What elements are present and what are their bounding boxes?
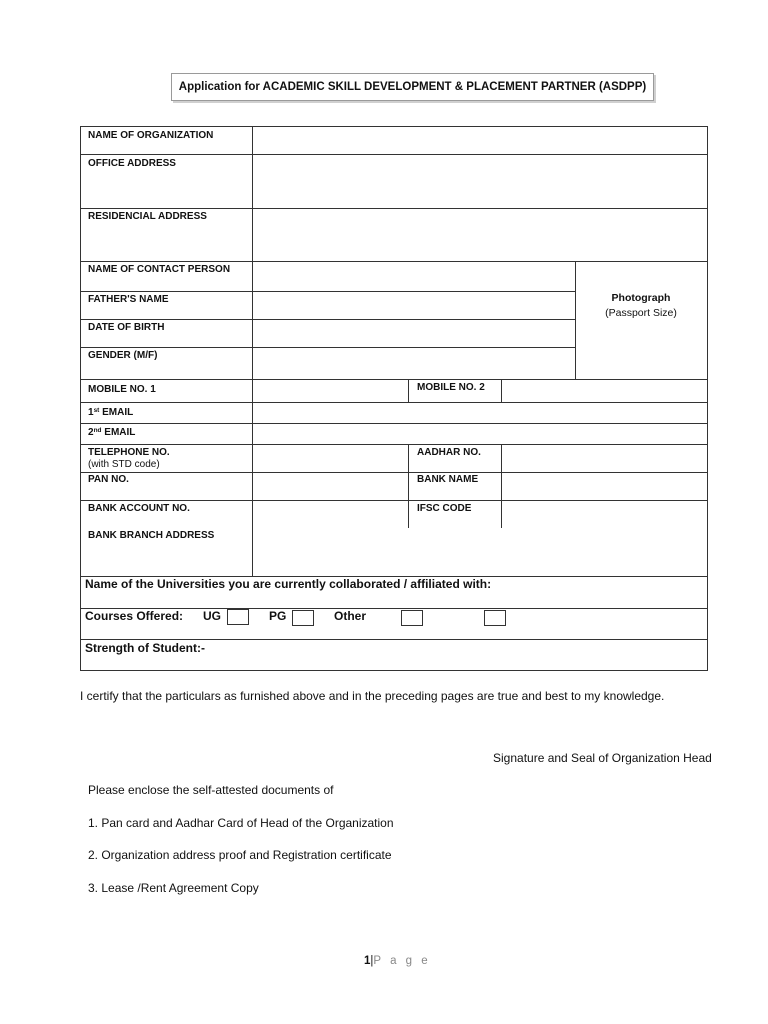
column-divider <box>408 444 409 528</box>
label-ifsc: IFSC CODE <box>417 503 472 514</box>
label-universities: Name of the Universities you are currently collaborated / affiliated with: <box>85 577 492 591</box>
column-divider <box>408 379 409 402</box>
label-strength: Strength of Student:- <box>85 641 205 655</box>
page-number: 1|P a g e <box>364 955 431 967</box>
label-bank-name: BANK NAME <box>417 474 479 485</box>
photo-title: Photograph <box>611 292 671 304</box>
other-checkbox[interactable] <box>401 610 423 626</box>
pg-checkbox[interactable] <box>292 610 314 626</box>
row-divider <box>81 402 707 403</box>
row-divider <box>81 347 575 348</box>
label-mobile1: MOBILE NO. 1 <box>88 384 156 395</box>
row-divider <box>81 423 707 424</box>
certify-statement: I certify that the particulars as furnished above and in the preceding pages are true and best to my knowledge. <box>80 689 665 703</box>
row-divider <box>81 261 707 262</box>
label-residential-address: RESIDENCIAL ADDRESS <box>88 211 207 222</box>
label-bank-branch: BANK BRANCH ADDRESS <box>88 530 215 541</box>
row-divider <box>81 379 707 380</box>
label-courses: Courses Offered: <box>85 609 184 623</box>
row-divider <box>81 639 707 640</box>
label-pan: PAN NO. <box>88 474 129 485</box>
enclose-item: 1. Pan card and Aadhar Card of Head of the Organization <box>88 816 394 830</box>
row-divider <box>81 319 575 320</box>
label-aadhar: AADHAR NO. <box>417 447 481 458</box>
label-ug: UG <box>203 609 221 623</box>
row-divider <box>81 500 707 501</box>
label-telephone-sub: (with STD code) <box>88 459 160 470</box>
extra-checkbox[interactable] <box>484 610 506 626</box>
signature-label: Signature and Seal of Organization Head <box>493 751 712 765</box>
row-divider <box>81 208 707 209</box>
enclose-intro: Please enclose the self-attested documents of <box>88 783 334 797</box>
label-contact-person: NAME OF CONTACT PERSON <box>88 264 231 275</box>
label-dob: DATE OF BIRTH <box>88 322 165 333</box>
column-divider <box>252 127 253 576</box>
form-title: Application for ACADEMIC SKILL DEVELOPMENT & PLACEMENT PARTNER (ASDPP) <box>171 73 654 101</box>
label-telephone: TELEPHONE NO. <box>88 447 170 458</box>
row-divider <box>81 472 707 473</box>
label-gender: GENDER (M/F) <box>88 350 158 361</box>
enclose-item: 3. Lease /Rent Agreement Copy <box>88 881 259 895</box>
column-divider <box>575 261 576 379</box>
column-divider <box>501 444 502 528</box>
ug-checkbox[interactable] <box>227 609 249 625</box>
label-fathers-name: FATHER'S NAME <box>88 294 169 305</box>
photo-subtitle: (Passport Size) <box>605 307 677 319</box>
application-form-table <box>80 126 708 671</box>
label-pg: PG <box>269 609 287 623</box>
column-divider <box>501 379 502 402</box>
enclose-item: 2. Organization address proof and Registration certificate <box>88 848 392 862</box>
label-org-name: NAME OF ORGANIZATION <box>88 130 214 141</box>
label-bank-account: BANK ACCOUNT NO. <box>88 503 190 514</box>
label-email2: 2nd EMAIL <box>88 427 136 438</box>
row-divider <box>81 291 575 292</box>
label-mobile2: MOBILE NO. 2 <box>417 382 485 393</box>
label-office-address: OFFICE ADDRESS <box>88 158 176 169</box>
row-divider <box>81 154 707 155</box>
label-email1: 1st EMAIL <box>88 407 134 418</box>
label-other: Other <box>334 609 367 623</box>
row-divider <box>81 444 707 445</box>
